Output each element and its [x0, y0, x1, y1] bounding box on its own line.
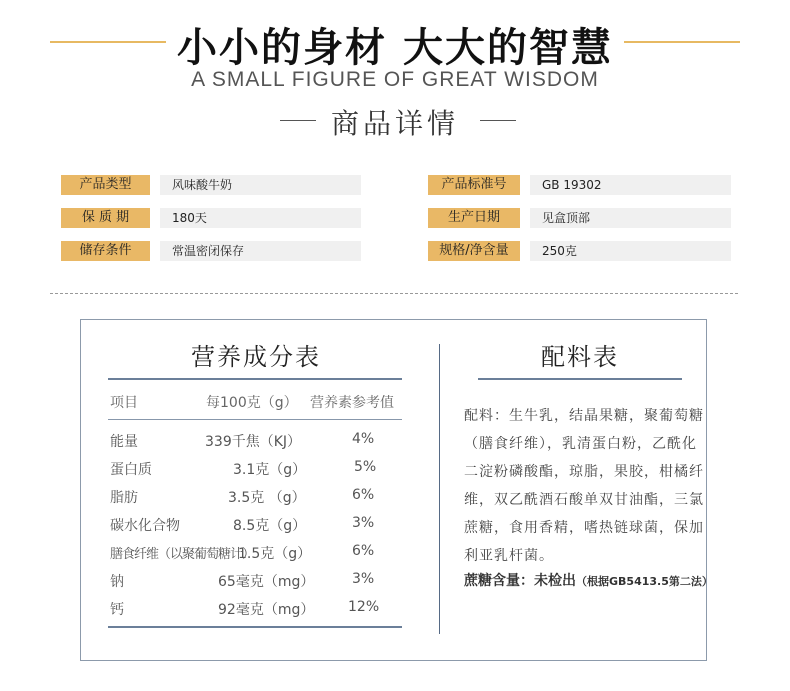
nutrition-nrv: 3%: [352, 571, 375, 587]
nutrition-item: 蛋白质: [110, 462, 152, 478]
info-value-type: 风味酸牛奶: [160, 175, 361, 195]
section-title: 商品详情: [330, 107, 459, 140]
sugar-method-note: （根据GB5413.5第二法）: [576, 575, 713, 588]
sugar-content: [464, 570, 714, 590]
info-label-production-date: 生产日期: [428, 208, 520, 228]
nutrition-amount: 92毫克（mg）: [218, 602, 315, 618]
nutrition-header-rule: [108, 419, 402, 420]
section-dash-right: [480, 120, 516, 121]
nutrition-amount: 1.5克（g）: [238, 546, 312, 562]
info-value-standard: GB 19302: [530, 175, 731, 195]
ingredients-title: 配料表: [541, 343, 619, 371]
info-value-shelf-life: 180天: [160, 208, 361, 228]
page-title: 小小的身材 大大的智慧: [177, 25, 613, 71]
sugar-value: 未检出: [534, 573, 576, 589]
section-header: [0, 100, 790, 140]
ingredients-title-rule: [478, 378, 682, 380]
nutrition-title-rule: [108, 378, 402, 380]
info-value-storage: 常温密闭保存: [160, 241, 361, 261]
nutrition-amount: 8.5克（g）: [233, 518, 307, 534]
nutrition-item: 钠: [110, 574, 124, 590]
nutrition-nrv: 6%: [352, 487, 375, 503]
info-value-net-content: 250克: [530, 241, 731, 261]
nutrition-header-per100: 每100克（g）: [206, 395, 298, 411]
nutrition-nrv: 12%: [348, 599, 380, 615]
ingredients-text: 配料：生牛乳，结晶果糖，聚葡萄糖（膳食纤维），乳清蛋白粉，乙酰化二淀粉磷酸酯，琼脂，果胶，柑橘纤维，双乙酰酒石酸单双甘油酯，三氯蔗糖，食用香精，嗜热链球菌，保加利亚乳杆菌。: [464, 408, 704, 564]
nutrition-item: 能量: [110, 434, 138, 450]
nutrition-item: 膳食纤维（以聚葡萄糖计）: [110, 547, 255, 562]
nutrition-amount: 65毫克（mg）: [218, 574, 315, 590]
info-label-type: 产品类型: [61, 175, 150, 195]
info-label-standard: 产品标准号: [428, 175, 520, 195]
nutrition-nrv: 5%: [354, 459, 377, 475]
nutrition-title: 营养成分表: [191, 343, 321, 371]
info-label-shelf-life: 保 质 期: [61, 208, 150, 228]
nutrition-item: 脂肪: [110, 490, 138, 506]
nutrition-bottom-rule: [108, 626, 402, 628]
sugar-label: 蔗糖含量：: [464, 573, 534, 589]
nutrition-nrv: 4%: [352, 431, 375, 447]
info-label-net-content: 规格/净含量: [428, 241, 520, 261]
nutrition-amount: 339千焦（KJ）: [205, 434, 302, 450]
dashed-divider: [50, 293, 738, 294]
page-subtitle: A SMALL FIGURE OF GREAT WISDOM: [191, 68, 599, 91]
nutrition-header-nrv: 营养素参考值: [310, 395, 394, 411]
info-value-production-date: 见盒顶部: [530, 208, 731, 228]
nutrition-amount: 3.1克（g）: [233, 462, 307, 478]
nutrition-item: 钙: [110, 602, 124, 618]
nutrition-nrv: 6%: [352, 543, 375, 559]
nutrition-item: 碳水化合物: [110, 518, 180, 534]
nutrition-nrv: 3%: [352, 515, 375, 531]
info-label-storage: 储存条件: [61, 241, 150, 261]
nutrition-header-item: 项目: [110, 395, 138, 411]
panel-divider: [439, 344, 440, 634]
nutrition-amount: 3.5克 （g）: [228, 490, 306, 506]
